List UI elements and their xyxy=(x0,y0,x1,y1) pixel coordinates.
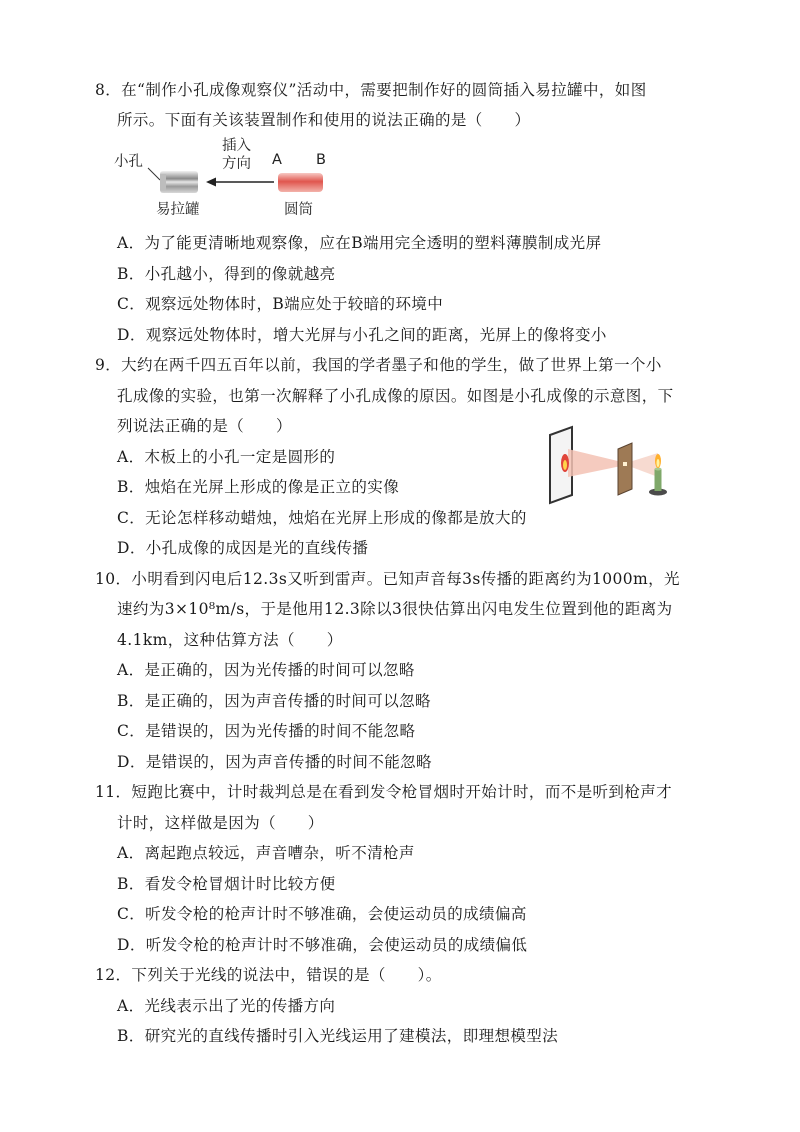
q8-stem-line-2: 所示。下面有关该装置制作和使用的说法正确的是（ ） xyxy=(117,111,531,129)
q9-option-d: D．小孔成像的成因是光的直线传播 xyxy=(117,539,369,557)
q12-stem-line-1: 12．下列关于光线的说法中，错误的是（ ）。 xyxy=(95,966,442,984)
q8-option-c: C．观察远处物体时，B端应处于较暗的环境中 xyxy=(117,295,444,313)
camera-obscura-illustration xyxy=(546,425,678,507)
q11-option-c: C．听发令枪的枪声计时不够准确，会使运动员的成绩偏高 xyxy=(117,905,527,923)
q10-option-d: D．是错误的，因为声音传播的时间不能忽略 xyxy=(117,753,432,771)
q10-option-a: A．是正确的，因为光传播的时间可以忽略 xyxy=(117,661,415,679)
q10-option-c: C．是错误的，因为光传播的时间不能忽略 xyxy=(117,722,416,740)
q9-stem-line-1: 9．大约在两千四五百年以前，我国的学者墨子和他的学生，做了世界上第一个小 xyxy=(95,356,662,374)
q8-option-d: D．观察远处物体时，增大光屏与小孔之间的距离，光屏上的像将变小 xyxy=(117,326,607,344)
q11-option-a: A．离起跑点较远，声音嘈杂，听不清枪声 xyxy=(117,844,415,862)
q11-stem-line-2: 计时，这样做是因为（ ） xyxy=(117,814,324,832)
q10-stem-line-1: 10．小明看到闪电后12.3s又听到雷声。已知声音每3s传播的距离约为1000m，光 xyxy=(95,570,680,588)
pinhole-label: 小孔 xyxy=(114,154,143,170)
q9-option-a: A．木板上的小孔一定是圆形的 xyxy=(117,448,336,466)
q10-stem-line-2: 速约为3×10⁸m/s，于是他用12.3除以3很快估算出闪电发生位置到他的距离为 xyxy=(117,600,673,618)
q8-stem-line-1: 8．在“制作小孔成像观察仪”活动中，需要把制作好的圆筒插入易拉罐中，如图 xyxy=(95,81,647,99)
q10-stem-line-3: 4.1km，这种估算方法（ ） xyxy=(117,631,343,649)
q8-option-a: A．为了能更清晰地观察像，应在B端用完全透明的塑料薄膜制成光屏 xyxy=(117,234,602,252)
tube-shape xyxy=(278,173,323,192)
q9-stem-line-2: 孔成像的实验，也第一次解释了小孔成像的原因。如图是小孔成像的示意图，下 xyxy=(117,387,674,405)
q11-stem-line-1: 11．短跑比赛中，计时裁判总是在看到发令枪冒烟时开始计时，而不是听到枪声才 xyxy=(95,783,673,801)
end-b-label: B xyxy=(316,152,326,168)
q9-stem-line-3: 列说法正确的是（ ） xyxy=(117,417,292,435)
can-label: 易拉罐 xyxy=(156,202,200,218)
camera-obscura-figure xyxy=(546,425,678,507)
q9-option-b: B．烛焰在光屏上形成的像是正立的实像 xyxy=(117,478,400,496)
tube-label: 圆筒 xyxy=(284,202,313,218)
q12-option-a: A．光线表示出了光的传播方向 xyxy=(117,997,336,1015)
q11-option-d: D．听发令枪的枪声计时不够准确，会使运动员的成绩偏低 xyxy=(117,936,528,954)
q9-option-c: C．无论怎样移动蜡烛，烛焰在光屏上形成的像都是放大的 xyxy=(117,509,527,527)
direction-label-1: 插入 xyxy=(222,138,251,154)
direction-label-2: 方向 xyxy=(222,156,251,172)
q11-option-b: B．看发令枪冒烟计时比较方便 xyxy=(117,875,336,893)
pinhole-viewer-figure xyxy=(112,138,357,222)
q10-option-b: B．是正确的，因为声音传播的时间可以忽略 xyxy=(117,692,431,710)
q8-option-b: B．小孔越小，得到的像就越亮 xyxy=(117,265,336,283)
end-a-label: A xyxy=(272,152,282,168)
q12-option-b: B．研究光的直线传播时引入光线运用了建模法，即理想模型法 xyxy=(117,1027,559,1045)
